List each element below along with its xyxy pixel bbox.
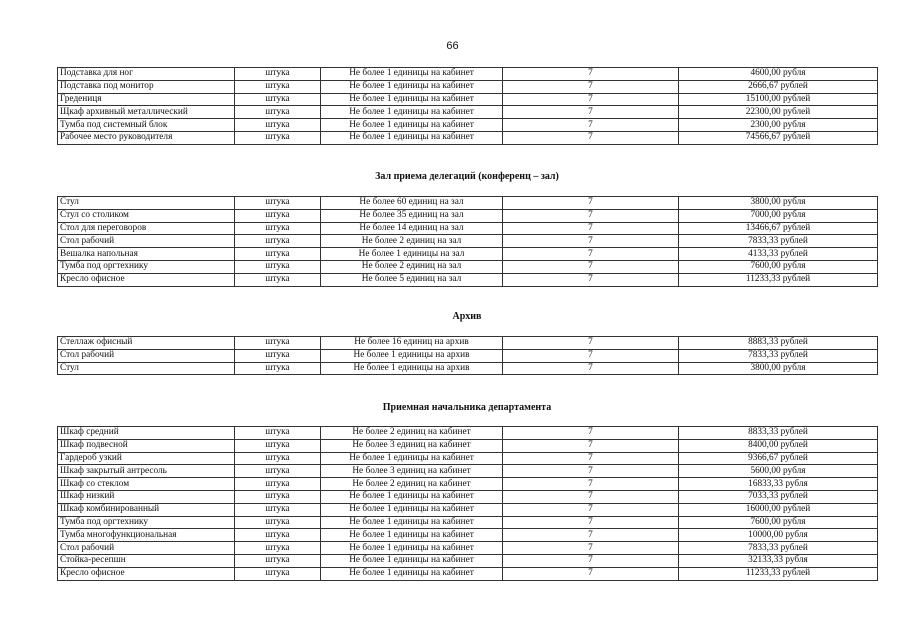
- item-name-cell: Стеллаж офисный: [58, 337, 235, 350]
- quantity-norm-cell: Не более 60 единиц на зал: [321, 197, 503, 210]
- service-life-cell: 7: [503, 567, 679, 580]
- table-row: [58, 80, 878, 93]
- table-row: [58, 260, 878, 273]
- unit-cell: штука: [235, 222, 321, 235]
- price-cell: 32133,33 рубля: [679, 554, 878, 567]
- unit-cell: штука: [235, 197, 321, 210]
- price-cell: 13466,67 рублей: [679, 222, 878, 235]
- table-row: [58, 427, 878, 440]
- quantity-norm-cell: Не более 3 единиц на кабинет: [321, 465, 503, 478]
- unit-cell: штука: [235, 68, 321, 81]
- unit-cell: штука: [235, 439, 321, 452]
- service-life-cell: 7: [503, 465, 679, 478]
- unit-cell: штука: [235, 337, 321, 350]
- quantity-norm-cell: Не более 1 единицы на кабинет: [321, 503, 503, 516]
- unit-cell: штука: [235, 131, 321, 144]
- unit-cell: штука: [235, 516, 321, 529]
- table-row: [58, 197, 878, 210]
- unit-cell: штука: [235, 529, 321, 542]
- unit-cell: штука: [235, 260, 321, 273]
- unit-cell: штука: [235, 542, 321, 555]
- service-life-cell: 7: [503, 427, 679, 440]
- section-title-conference-hall: Зал приема делегаций (конференц – зал): [375, 171, 559, 182]
- table-row: [58, 337, 878, 350]
- unit-cell: штука: [235, 248, 321, 261]
- furniture-table-office: [57, 67, 878, 145]
- quantity-norm-cell: Не более 1 единицы на кабинет: [321, 554, 503, 567]
- quantity-norm-cell: Не более 1 единицы на кабинет: [321, 529, 503, 542]
- service-life-cell: 7: [503, 490, 679, 503]
- item-name-cell: Шкаф подвесной: [58, 439, 235, 452]
- quantity-norm-cell: Не более 1 единицы на архив: [321, 349, 503, 362]
- price-cell: 3800,00 рубля: [679, 362, 878, 375]
- service-life-cell: 7: [503, 80, 679, 93]
- item-name-cell: Стул: [58, 362, 235, 375]
- price-cell: 3800,00 рубля: [679, 197, 878, 210]
- service-life-cell: 7: [503, 131, 679, 144]
- item-name-cell: Стойка-ресепшн: [58, 554, 235, 567]
- item-name-cell: Шкаф комбинированный: [58, 503, 235, 516]
- table-row: [58, 362, 878, 375]
- quantity-norm-cell: Не более 1 единицы на кабинет: [321, 131, 503, 144]
- item-name-cell: Тумба многофункциональная: [58, 529, 235, 542]
- price-cell: 74566,67 рублей: [679, 131, 878, 144]
- service-life-cell: 7: [503, 452, 679, 465]
- price-cell: 4133,33 рублей: [679, 248, 878, 261]
- item-name-cell: Стул со столиком: [58, 209, 235, 222]
- furniture-table-archive: [57, 336, 878, 375]
- item-name-cell: Шкаф средний: [58, 427, 235, 440]
- service-life-cell: 7: [503, 68, 679, 81]
- unit-cell: штука: [235, 106, 321, 119]
- item-name-cell: Рабочее место руководителя: [58, 131, 235, 144]
- price-cell: 16000,00 рублей: [679, 503, 878, 516]
- item-name-cell: Подставка для ног: [58, 68, 235, 81]
- table-row: [58, 349, 878, 362]
- unit-cell: штука: [235, 235, 321, 248]
- table-row: [58, 465, 878, 478]
- service-life-cell: 7: [503, 542, 679, 555]
- item-name-cell: Кресло офисное: [58, 567, 235, 580]
- table-row: [58, 93, 878, 106]
- quantity-norm-cell: Не более 2 единиц на кабинет: [321, 478, 503, 491]
- price-cell: 8883,33 рублей: [679, 337, 878, 350]
- price-cell: 8400,00 рублей: [679, 439, 878, 452]
- item-name-cell: Вешалка напольная: [58, 248, 235, 261]
- price-cell: 7833,33 рублей: [679, 542, 878, 555]
- unit-cell: штука: [235, 209, 321, 222]
- table-row: [58, 273, 878, 286]
- unit-cell: штука: [235, 478, 321, 491]
- quantity-norm-cell: Не более 1 единицы на кабинет: [321, 80, 503, 93]
- item-name-cell: Стол рабочий: [58, 542, 235, 555]
- table-row: [58, 503, 878, 516]
- price-cell: 8833,33 рублей: [679, 427, 878, 440]
- table-row: [58, 567, 878, 580]
- furniture-table-conference-hall: [57, 196, 878, 287]
- unit-cell: штука: [235, 490, 321, 503]
- unit-cell: штука: [235, 119, 321, 132]
- table-row: [58, 131, 878, 144]
- item-name-cell: Гредениця: [58, 93, 235, 106]
- quantity-norm-cell: Не более 1 единицы на кабинет: [321, 516, 503, 529]
- price-cell: 22300,00 рублей: [679, 106, 878, 119]
- item-name-cell: Стол рабочий: [58, 235, 235, 248]
- unit-cell: штука: [235, 567, 321, 580]
- price-cell: 7000,00 рубля: [679, 209, 878, 222]
- price-cell: 7833,33 рублей: [679, 349, 878, 362]
- price-cell: 7600,00 рубля: [679, 260, 878, 273]
- item-name-cell: Тумба под оргтехнику: [58, 516, 235, 529]
- price-cell: 11233,33 рублей: [679, 273, 878, 286]
- quantity-norm-cell: Не более 1 единицы на архив: [321, 362, 503, 375]
- price-cell: 7600,00 рубля: [679, 516, 878, 529]
- quantity-norm-cell: Не более 1 единицы на кабинет: [321, 93, 503, 106]
- quantity-norm-cell: Не более 2 единиц на зал: [321, 235, 503, 248]
- unit-cell: штука: [235, 452, 321, 465]
- service-life-cell: 7: [503, 554, 679, 567]
- table-row: [58, 235, 878, 248]
- table-row: [58, 209, 878, 222]
- service-life-cell: 7: [503, 119, 679, 132]
- service-life-cell: 7: [503, 439, 679, 452]
- quantity-norm-cell: Не более 16 единиц на архив: [321, 337, 503, 350]
- unit-cell: штука: [235, 362, 321, 375]
- item-name-cell: Шкаф со стеклом: [58, 478, 235, 491]
- item-name-cell: Стол для переговоров: [58, 222, 235, 235]
- item-name-cell: Шкаф низкий: [58, 490, 235, 503]
- unit-cell: штука: [235, 80, 321, 93]
- page-number: 66: [446, 40, 459, 52]
- unit-cell: штука: [235, 427, 321, 440]
- quantity-norm-cell: Не более 3 единиц на кабинет: [321, 439, 503, 452]
- quantity-norm-cell: Не более 1 единицы на кабинет: [321, 68, 503, 81]
- item-name-cell: Кресло офисное: [58, 273, 235, 286]
- quantity-norm-cell: Не более 1 единицы на кабинет: [321, 452, 503, 465]
- table-row: [58, 248, 878, 261]
- quantity-norm-cell: Не более 1 единицы на кабинет: [321, 106, 503, 119]
- quantity-norm-cell: Не более 1 единицы на кабинет: [321, 567, 503, 580]
- service-life-cell: 7: [503, 235, 679, 248]
- unit-cell: штука: [235, 349, 321, 362]
- service-life-cell: 7: [503, 273, 679, 286]
- quantity-norm-cell: Не более 1 единицы на зал: [321, 248, 503, 261]
- table-row: [58, 542, 878, 555]
- table-row: [58, 222, 878, 235]
- furniture-table-reception: [57, 426, 878, 581]
- price-cell: 16833,33 рубля: [679, 478, 878, 491]
- service-life-cell: 7: [503, 197, 679, 210]
- quantity-norm-cell: Не более 35 единиц на зал: [321, 209, 503, 222]
- unit-cell: штука: [235, 554, 321, 567]
- service-life-cell: 7: [503, 516, 679, 529]
- item-name-cell: Шкаф закрытый антресоль: [58, 465, 235, 478]
- quantity-norm-cell: Не более 1 единицы на кабинет: [321, 119, 503, 132]
- unit-cell: штука: [235, 273, 321, 286]
- price-cell: 10000,00 рубля: [679, 529, 878, 542]
- item-name-cell: Стул: [58, 197, 235, 210]
- table-row: [58, 529, 878, 542]
- service-life-cell: 7: [503, 478, 679, 491]
- unit-cell: штука: [235, 93, 321, 106]
- item-name-cell: Щкаф архивный металлический: [58, 106, 235, 119]
- service-life-cell: 7: [503, 93, 679, 106]
- unit-cell: штука: [235, 465, 321, 478]
- table-row: [58, 516, 878, 529]
- service-life-cell: 7: [503, 337, 679, 350]
- quantity-norm-cell: Не более 1 единицы на кабинет: [321, 542, 503, 555]
- item-name-cell: Подставка под монитор: [58, 80, 235, 93]
- price-cell: 4600,00 рубля: [679, 68, 878, 81]
- item-name-cell: Тумба под оргтехнику: [58, 260, 235, 273]
- service-life-cell: 7: [503, 503, 679, 516]
- table-row: [58, 119, 878, 132]
- price-cell: 5600,00 рубля: [679, 465, 878, 478]
- quantity-norm-cell: Не более 5 единиц на зал: [321, 273, 503, 286]
- unit-cell: штука: [235, 503, 321, 516]
- table-row: [58, 439, 878, 452]
- service-life-cell: 7: [503, 209, 679, 222]
- quantity-norm-cell: Не более 1 единицы на кабинет: [321, 490, 503, 503]
- service-life-cell: 7: [503, 529, 679, 542]
- table-row: [58, 68, 878, 81]
- service-life-cell: 7: [503, 260, 679, 273]
- price-cell: 2300,00 рубля: [679, 119, 878, 132]
- table-row: [58, 452, 878, 465]
- item-name-cell: Тумба под системный блок: [58, 119, 235, 132]
- price-cell: 2666,67 рублей: [679, 80, 878, 93]
- section-title-archive: Архив: [452, 311, 482, 322]
- table-row: [58, 554, 878, 567]
- quantity-norm-cell: Не более 2 единиц на кабинет: [321, 427, 503, 440]
- table-row: [58, 478, 878, 491]
- price-cell: 7833,33 рублей: [679, 235, 878, 248]
- table-row: [58, 106, 878, 119]
- price-cell: 7033,33 рублей: [679, 490, 878, 503]
- item-name-cell: Стол рабочий: [58, 349, 235, 362]
- item-name-cell: Гардероб узкий: [58, 452, 235, 465]
- price-cell: 9366,67 рублей: [679, 452, 878, 465]
- price-cell: 15100,00 рублей: [679, 93, 878, 106]
- section-title-reception: Приемная начальника департамента: [382, 402, 552, 413]
- price-cell: 11233,33 рублей: [679, 567, 878, 580]
- service-life-cell: 7: [503, 349, 679, 362]
- service-life-cell: 7: [503, 222, 679, 235]
- quantity-norm-cell: Не более 2 единиц на зал: [321, 260, 503, 273]
- table-row: [58, 490, 878, 503]
- quantity-norm-cell: Не более 14 единиц на зал: [321, 222, 503, 235]
- service-life-cell: 7: [503, 106, 679, 119]
- service-life-cell: 7: [503, 362, 679, 375]
- service-life-cell: 7: [503, 248, 679, 261]
